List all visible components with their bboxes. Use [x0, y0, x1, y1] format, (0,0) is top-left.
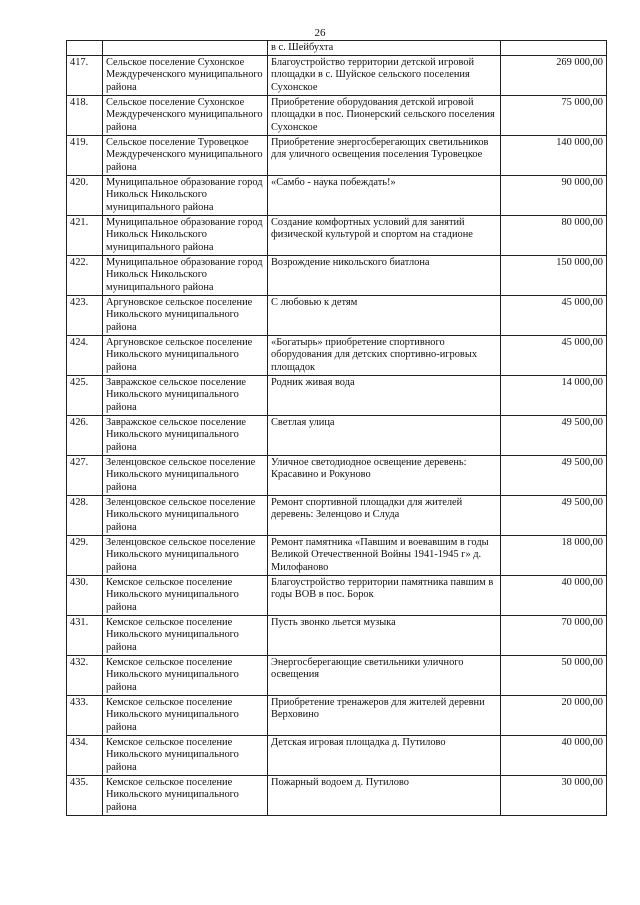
row-number-cell: 421. [67, 216, 103, 256]
amount-cell [501, 41, 607, 56]
amount-cell [501, 56, 607, 96]
table-row [67, 776, 607, 816]
table-row [67, 56, 607, 96]
amount-cell [501, 576, 607, 616]
amount-value: 18 000,00 [561, 537, 603, 549]
grant-table [66, 40, 607, 816]
municipality-cell [103, 41, 268, 56]
row-number-cell: 432. [67, 656, 103, 696]
amount-cell [501, 736, 607, 776]
amount-value: 20 000,00 [561, 697, 603, 709]
project-cell: Пусть звонко льется музыка [268, 616, 501, 656]
row-number-cell [67, 41, 103, 56]
municipality-cell: Сельское поселение Сухонское Междуреченского муниципального района [103, 56, 268, 96]
table-row [67, 576, 607, 616]
project-cell: Светлая улица [268, 416, 501, 456]
amount-value: 14 000,00 [561, 377, 603, 389]
row-number-cell: 433. [67, 696, 103, 736]
amount-value: 49 500,00 [561, 497, 603, 509]
municipality-cell: Сельское поселение Сухонское Междуреченского муниципального района [103, 96, 268, 136]
project-cell: в с. Шейбухта [268, 41, 501, 56]
amount-cell [501, 96, 607, 136]
table-row [67, 456, 607, 496]
project-cell: Приобретение оборудования детской игровой площадки в пос. Пионерский сельского поселения Сухонское [268, 96, 501, 136]
project-cell: Энергосберегающие светильники уличного освещения [268, 656, 501, 696]
amount-value: 45 000,00 [561, 337, 603, 349]
table-row [67, 296, 607, 336]
table-row [67, 96, 607, 136]
amount-value: 70 000,00 [561, 617, 603, 629]
project-cell: «Богатырь» приобретение спортивного оборудования для детских спортивно-игровых площадок [268, 336, 501, 376]
project-cell: Приобретение энергосберегающих светильников для уличного освещения поселения Туровецкое [268, 136, 501, 176]
row-number-cell: 427. [67, 456, 103, 496]
row-number-cell: 434. [67, 736, 103, 776]
amount-cell [501, 376, 607, 416]
table-row [67, 336, 607, 376]
amount-cell [501, 776, 607, 816]
amount-cell [501, 296, 607, 336]
row-number-cell: 418. [67, 96, 103, 136]
municipality-cell: Аргуновское сельское поселение Никольского муниципального района [103, 296, 268, 336]
project-cell: С любовью к детям [268, 296, 501, 336]
amount-cell [501, 696, 607, 736]
row-number-cell: 423. [67, 296, 103, 336]
municipality-cell: Зеленцовское сельское поселение Никольского муниципального района [103, 456, 268, 496]
amount-value: 140 000,00 [556, 137, 603, 149]
project-cell: Родник живая вода [268, 376, 501, 416]
amount-value: 49 500,00 [561, 457, 603, 469]
municipality-cell: Кемское сельское поселение Никольского муниципального района [103, 736, 268, 776]
amount-value: 40 000,00 [561, 737, 603, 749]
table-row [67, 216, 607, 256]
municipality-cell: Завражское сельское поселение Никольского муниципального района [103, 376, 268, 416]
table-row [67, 176, 607, 216]
row-number-cell: 417. [67, 56, 103, 96]
continuation-row [67, 41, 607, 56]
amount-cell [501, 616, 607, 656]
table-row [67, 536, 607, 576]
amount-cell [501, 336, 607, 376]
row-number-cell: 425. [67, 376, 103, 416]
municipality-cell: Сельское поселение Туровецкое Междуреченского муниципального района [103, 136, 268, 176]
row-number-cell: 424. [67, 336, 103, 376]
municipality-cell: Кемское сельское поселение Никольского муниципального района [103, 696, 268, 736]
municipality-cell: Зеленцовское сельское поселение Никольского муниципального района [103, 496, 268, 536]
row-number-cell: 420. [67, 176, 103, 216]
amount-value: 45 000,00 [561, 297, 603, 309]
municipality-cell: Кемское сельское поселение Никольского муниципального района [103, 776, 268, 816]
amount-cell [501, 496, 607, 536]
amount-value: 90 000,00 [561, 177, 603, 189]
municipality-cell: Муниципальное образование город Никольск Никольского муниципального района [103, 216, 268, 256]
project-cell: Ремонт памятника «Павшим и воевавшим в годы Великой Отечественной Войны 1941-1945 г» д. Милофаново [268, 536, 501, 576]
project-cell: Ремонт спортивной площадки для жителей деревень: Зеленцово и Слуда [268, 496, 501, 536]
amount-value: 150 000,00 [556, 257, 603, 269]
amount-value: 269 000,00 [556, 57, 603, 69]
amount-cell [501, 216, 607, 256]
amount-cell [501, 536, 607, 576]
municipality-cell: Кемское сельское поселение Никольского муниципального района [103, 576, 268, 616]
row-number-cell: 419. [67, 136, 103, 176]
municipality-cell: Завражское сельское поселение Никольского муниципального района [103, 416, 268, 456]
table-row [67, 416, 607, 456]
project-cell: Благоустройство территории памятника павшим в годы ВОВ в пос. Борок [268, 576, 501, 616]
row-number-cell: 428. [67, 496, 103, 536]
project-cell: Создание комфортных условий для занятий физической культурой и спортом на стадионе [268, 216, 501, 256]
project-cell: Детская игровая площадка д. Путилово [268, 736, 501, 776]
project-cell: Приобретение тренажеров для жителей деревни Верховино [268, 696, 501, 736]
municipality-cell: Муниципальное образование город Никольск Никольского муниципального района [103, 176, 268, 216]
municipality-cell: Кемское сельское поселение Никольского муниципального района [103, 656, 268, 696]
amount-value: 75 000,00 [561, 97, 603, 109]
project-cell: Уличное светодиодное освещение деревень: Красавино и Рокуново [268, 456, 501, 496]
row-number-cell: 431. [67, 616, 103, 656]
amount-value: 50 000,00 [561, 657, 603, 669]
project-cell: Пожарный водоем д. Путилово [268, 776, 501, 816]
table-row [67, 376, 607, 416]
amount-cell [501, 456, 607, 496]
municipality-cell: Кемское сельское поселение Никольского муниципального района [103, 616, 268, 656]
table-row [67, 256, 607, 296]
amount-cell [501, 176, 607, 216]
row-number-cell: 422. [67, 256, 103, 296]
row-number-cell: 429. [67, 536, 103, 576]
row-number-cell: 430. [67, 576, 103, 616]
page-number: 26 [314, 27, 326, 39]
grant-table-body [67, 41, 607, 816]
project-cell: Благоустройство территории детской игровой площадки в с. Шуйское сельского поселения Сухонское [268, 56, 501, 96]
row-number-cell: 426. [67, 416, 103, 456]
amount-value: 40 000,00 [561, 577, 603, 589]
table-row [67, 616, 607, 656]
project-cell: Возрождение никольского биатлона [268, 256, 501, 296]
amount-cell [501, 136, 607, 176]
table-row [67, 136, 607, 176]
amount-cell [501, 256, 607, 296]
municipality-cell: Муниципальное образование город Никольск Никольского муниципального района [103, 256, 268, 296]
amount-value: 80 000,00 [561, 217, 603, 229]
amount-cell [501, 656, 607, 696]
row-number-cell: 435. [67, 776, 103, 816]
table-row [67, 496, 607, 536]
municipality-cell: Зеленцовское сельское поселение Никольского муниципального района [103, 536, 268, 576]
project-cell: «Самбо - наука побеждать!» [268, 176, 501, 216]
municipality-cell: Аргуновское сельское поселение Никольского муниципального района [103, 336, 268, 376]
amount-value: 30 000,00 [561, 777, 603, 789]
table-row [67, 696, 607, 736]
table-row [67, 736, 607, 776]
amount-value: 49 500,00 [561, 417, 603, 429]
table-row [67, 656, 607, 696]
amount-cell [501, 416, 607, 456]
